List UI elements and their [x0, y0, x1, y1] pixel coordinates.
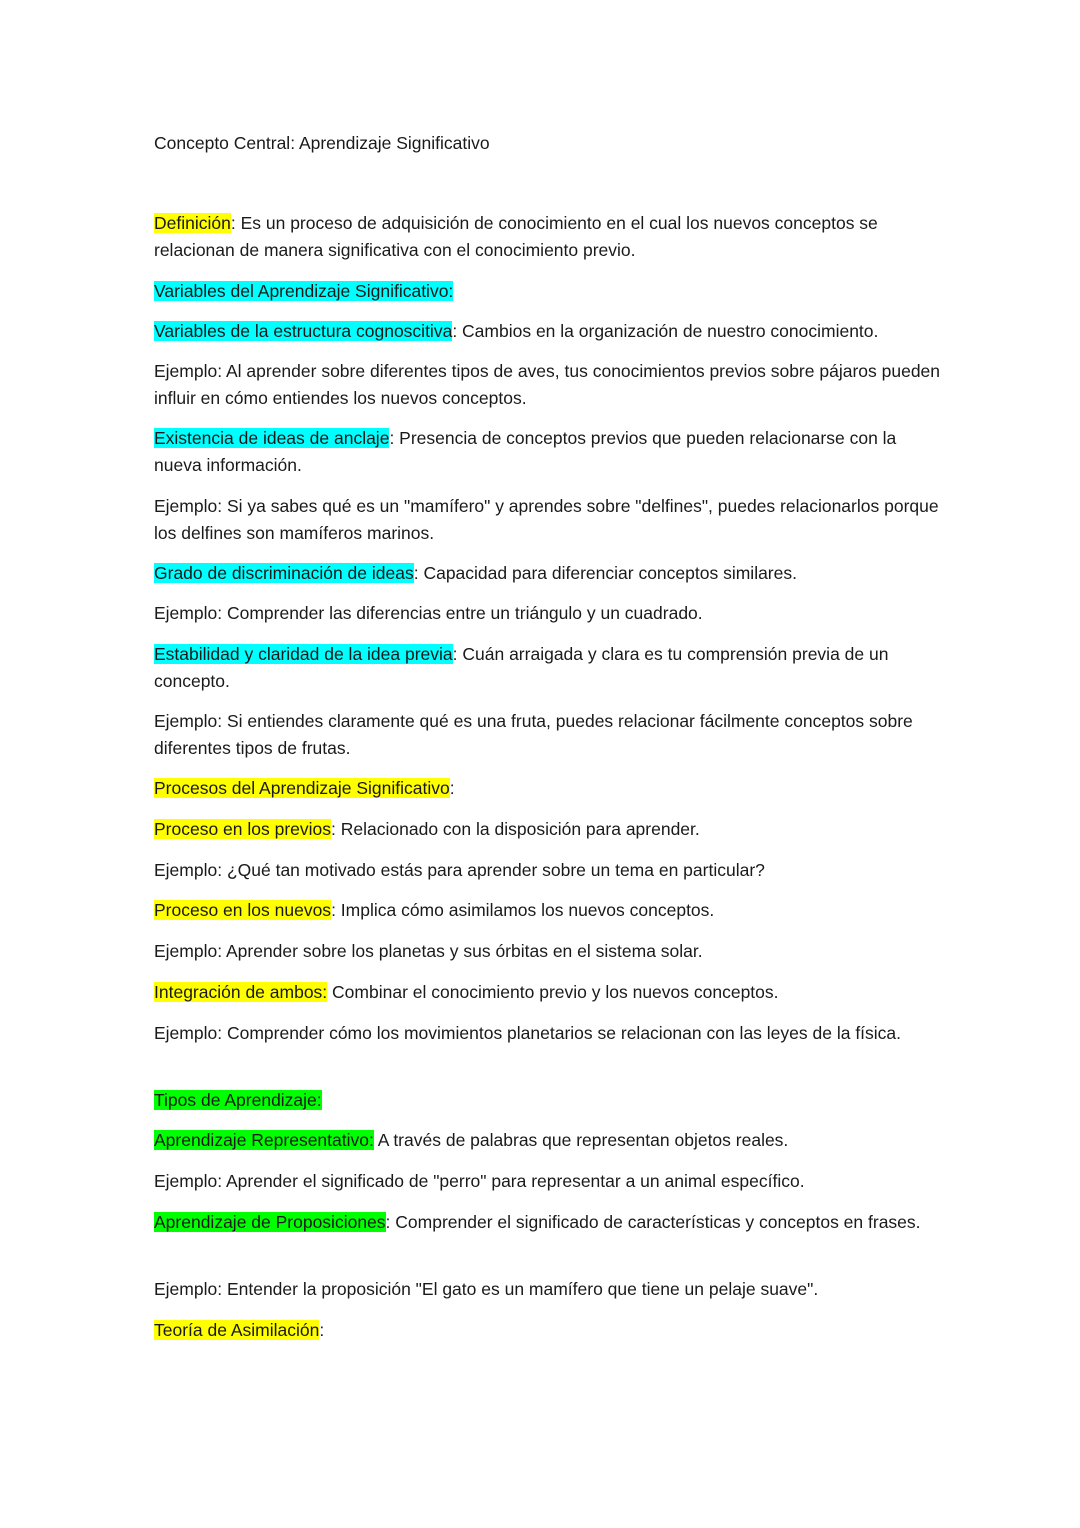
section-paragraph [154, 318, 944, 345]
paragraph-text: Ejemplo: Si entiendes claramente qué es una fruta, puedes relacionar fácilmente conceptos sobre diferentes tipos de frutas. [154, 711, 913, 758]
highlighted-term: Estabilidad y claridad de la idea previa [154, 644, 453, 664]
paragraph-text: : Relacionado con la disposición para aprender. [331, 819, 700, 839]
paragraph-text: A través de palabras que representan objetos reales. [373, 1130, 789, 1150]
highlighted-term: Integración de ambos: [154, 982, 328, 1002]
section-paragraph [154, 1209, 944, 1236]
example-paragraph [154, 857, 944, 884]
section-paragraph [154, 897, 944, 924]
section-paragraph [154, 425, 944, 478]
section-paragraph [154, 1127, 944, 1154]
section-paragraph [154, 560, 944, 587]
example-paragraph [154, 938, 944, 965]
paragraph-text: Ejemplo: Entender la proposición "El gato es un mamífero que tiene un pelaje suave". [154, 1279, 819, 1299]
highlighted-term: Definición [154, 213, 231, 233]
highlighted-term: Tipos de Aprendizaje: [154, 1090, 322, 1110]
section-paragraph [154, 775, 944, 802]
example-paragraph [154, 1020, 944, 1047]
paragraph-text: : Es un proceso de adquisición de conocimiento en el cual los nuevos conceptos se relacionan de manera significativa con el conocimiento previo. [154, 213, 878, 260]
paragraph-text: Ejemplo: Si ya sabes qué es un "mamífero" y aprendes sobre "delfines", puedes relacionarlos porque los delfines son mamíferos marinos. [154, 496, 939, 543]
paragraph-text: Combinar el conocimiento previo y los nuevos conceptos. [327, 982, 779, 1002]
highlighted-term: Teoría de Asimilación [154, 1320, 320, 1340]
paragraph-text: Ejemplo: Al aprender sobre diferentes tipos de aves, tus conocimientos previos sobre pájaros pueden influir en cómo entiendes los nuevos conceptos. [154, 361, 941, 408]
highlighted-term: Proceso en los nuevos [154, 900, 332, 920]
example-paragraph [154, 708, 944, 761]
section-paragraph [154, 278, 944, 305]
section-paragraph [154, 816, 944, 843]
example-paragraph [154, 358, 944, 411]
paragraph-text: Ejemplo: Comprender cómo los movimientos planetarios se relacionan con las leyes de la física. [154, 1023, 902, 1043]
paragraph-text: : Implica cómo asimilamos los nuevos conceptos. [331, 900, 715, 920]
paragraph-text: Ejemplo: Aprender sobre los planetas y sus órbitas en el sistema solar. [154, 941, 703, 961]
example-paragraph [154, 1168, 944, 1195]
highlighted-term: Aprendizaje de Proposiciones [154, 1212, 386, 1232]
highlighted-term: Grado de discriminación de ideas [154, 563, 414, 583]
highlighted-term: Variables de la estructura cognoscitiva [154, 321, 453, 341]
section-paragraph [154, 1087, 944, 1114]
section-paragraph [154, 641, 944, 694]
section-paragraph [154, 979, 944, 1006]
highlighted-term: Aprendizaje Representativo: [154, 1130, 374, 1150]
paragraph-text: : [449, 778, 455, 798]
highlighted-term: Procesos del Aprendizaje Significativo [154, 778, 450, 798]
example-paragraph [154, 600, 944, 627]
paragraph-text: : Cuán arraigada y clara es tu comprensión previa de un concepto. [154, 644, 889, 691]
example-paragraph [154, 493, 944, 546]
section-paragraph [154, 210, 944, 263]
paragraph-text: : [319, 1320, 325, 1340]
highlighted-term: Proceso en los previos [154, 819, 332, 839]
paragraph-text: Ejemplo: Aprender el significado de "perro" para representar a un animal específico. [154, 1171, 805, 1191]
section-paragraph [154, 1317, 944, 1344]
paragraph-text: : Presencia de conceptos previos que pueden relacionarse con la nueva información. [154, 428, 897, 475]
highlighted-term: Existencia de ideas de anclaje [154, 428, 390, 448]
highlighted-term: Variables del Aprendizaje Significativo: [154, 281, 454, 301]
paragraph-text: : Cambios en la organización de nuestro conocimiento. [452, 321, 879, 341]
paragraph-text: : Capacidad para diferenciar conceptos similares. [413, 563, 797, 583]
paragraph-text: Ejemplo: Comprender las diferencias entre un triángulo y un cuadrado. [154, 603, 703, 623]
paragraph-text: : Comprender el significado de características y conceptos en frases. [385, 1212, 921, 1232]
example-paragraph [154, 1276, 944, 1303]
document-title: Concepto Central: Aprendizaje Significativo [154, 133, 490, 153]
paragraph-text: Ejemplo: ¿Qué tan motivado estás para aprender sobre un tema en particular? [154, 860, 765, 880]
